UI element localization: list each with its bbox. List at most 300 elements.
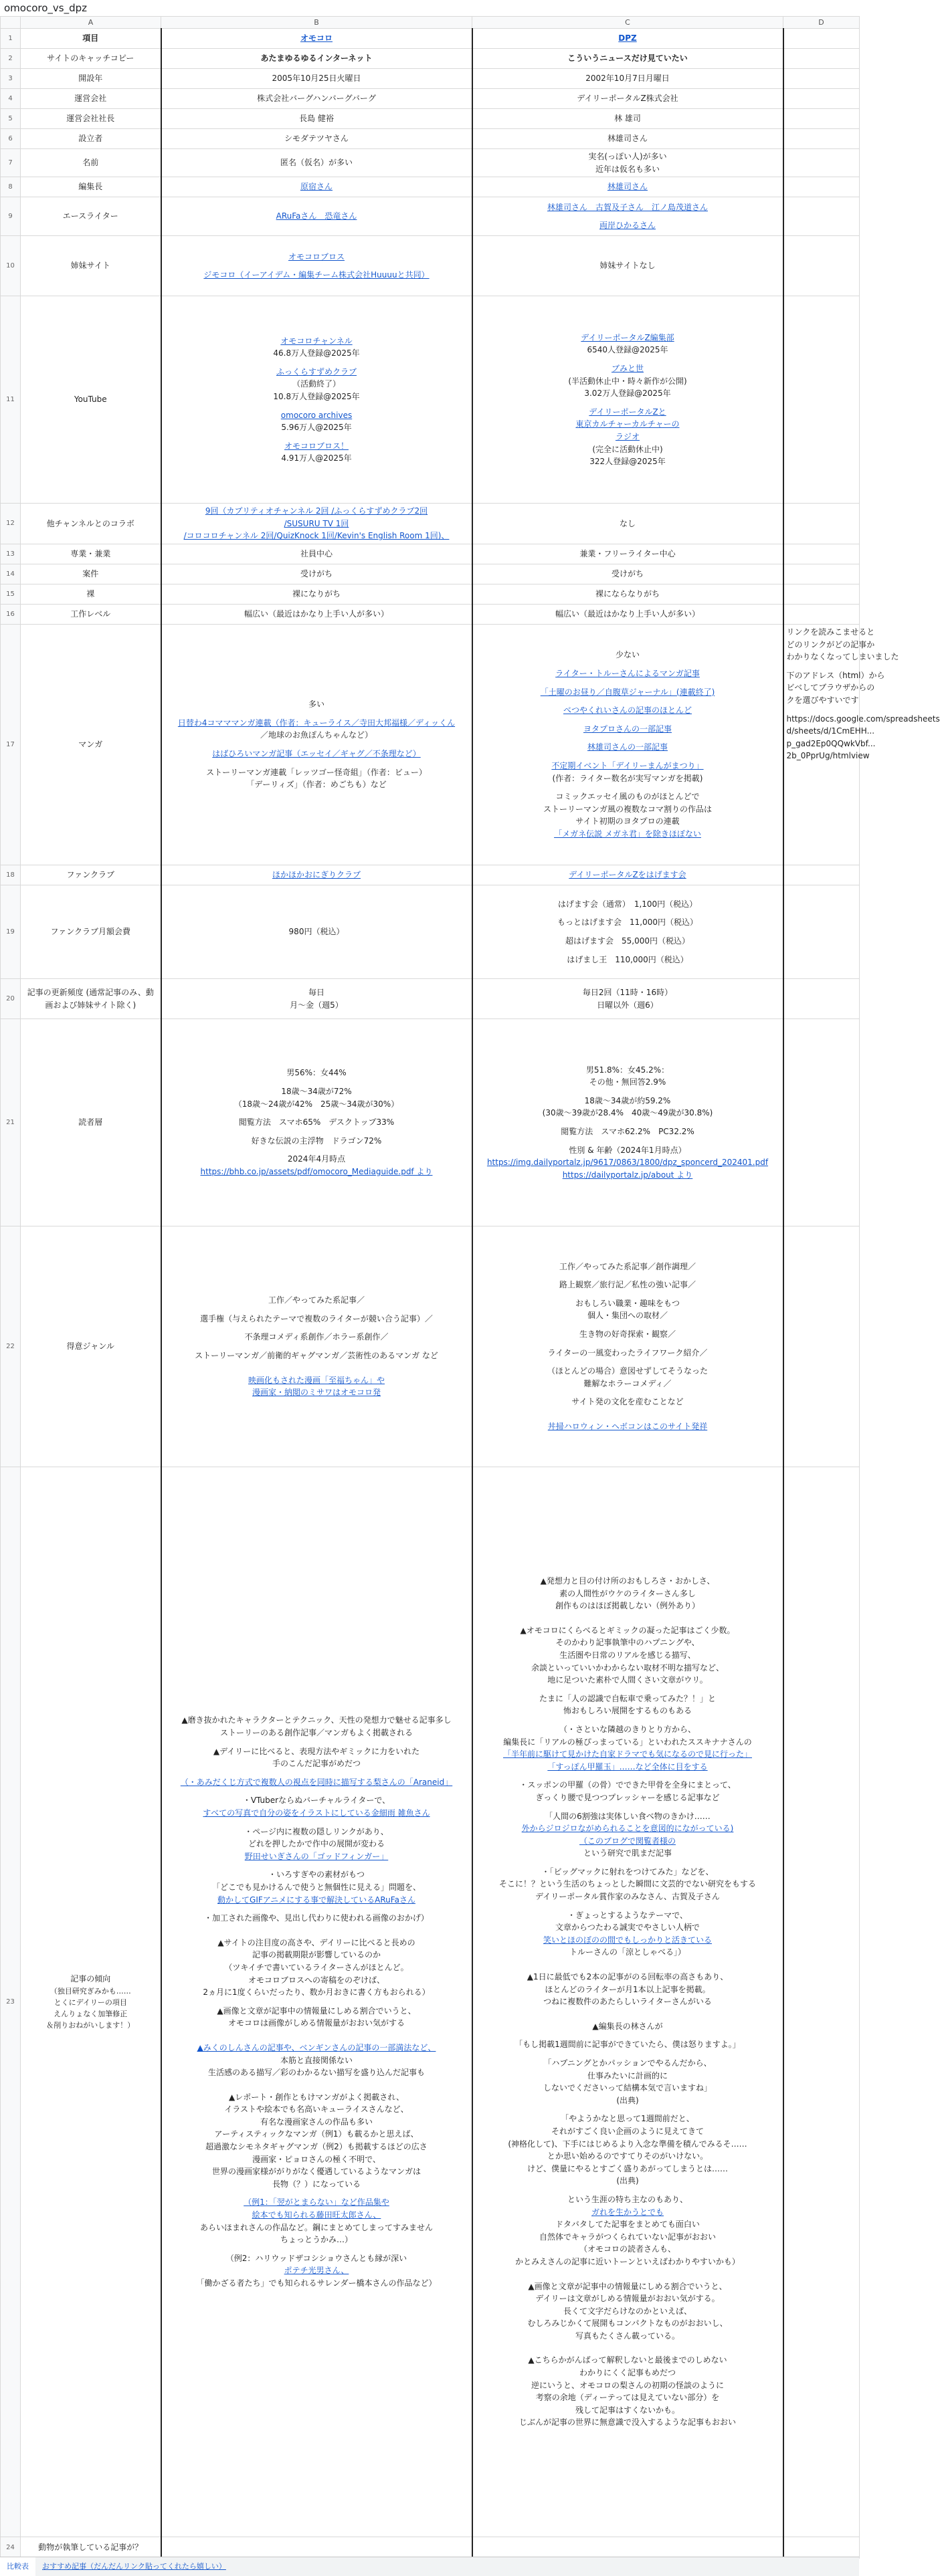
cell-line <box>165 403 469 409</box>
cell-line <box>476 661 780 667</box>
row-number[interactable]: 16 <box>1 605 21 625</box>
cell-line <box>165 1931 469 1937</box>
row-label-cell[interactable] <box>21 504 161 544</box>
row-number[interactable]: 11 <box>1 296 21 504</box>
cell-line <box>165 760 469 766</box>
overflow-note-line: 2b_0PprUg/htmlview <box>786 751 870 761</box>
table-row <box>1 236 860 296</box>
omocoro-cell[interactable] <box>161 544 472 564</box>
row-number[interactable]: 10 <box>1 236 21 296</box>
omocoro-cell[interactable] <box>161 885 472 979</box>
cell-line: 林 雄司 <box>614 114 641 124</box>
row-number[interactable]: 22 <box>1 1226 21 1467</box>
column-d-cell[interactable] <box>783 885 860 979</box>
cell-line: 超過激なシモネタギャグマンガ（例2）も掲載するほどの広さ <box>205 2142 428 2152</box>
dpz-cell[interactable] <box>472 49 783 69</box>
cell-line: （活動終了） <box>292 379 341 389</box>
cell-line: 写真もたくさん載っている。 <box>575 2331 680 2341</box>
column-d-cell[interactable] <box>783 49 860 69</box>
dpz-cell[interactable] <box>472 296 783 504</box>
row-number[interactable]: 7 <box>1 149 21 177</box>
dpz-cell[interactable] <box>472 504 783 544</box>
overflow-note-line: わかりなくなってしまいました <box>786 652 899 662</box>
cell-line: こういうニュースだけ見ていたい <box>567 53 688 64</box>
row-label-cell[interactable] <box>21 149 161 177</box>
column-d-cell[interactable] <box>783 296 860 504</box>
cell-line: (30歳〜39歳が28.4% 40歳〜49歳が30.8%) <box>542 1108 713 1118</box>
cell-link[interactable]: 不定期イベント「デイリーまんがまつり」 <box>551 761 704 771</box>
cell-link[interactable]: ガれを生かうとでも <box>591 2207 664 2217</box>
row-number[interactable]: 17 <box>1 625 21 865</box>
cell-line: 多い <box>308 700 324 710</box>
row-label: 記事の傾向 <box>70 1974 111 1984</box>
cell-line <box>476 680 780 686</box>
omocoro-cell[interactable] <box>161 2537 472 2559</box>
row-label-cell[interactable] <box>21 109 161 129</box>
cell-line: そこに！？という生活のちょっとした瞬間に文芸的でない研究をもする <box>498 1879 756 1889</box>
cell-line <box>476 400 780 406</box>
omocoro-cell[interactable] <box>161 584 472 605</box>
row-label-cell[interactable] <box>21 296 161 504</box>
cell-line: ライターの一風変わったライフワーク紹介／ <box>547 1348 708 1358</box>
column-d-cell[interactable] <box>783 89 860 109</box>
cell-line: （ツキイチで書いているライターさんがほとんど。 <box>224 1962 409 1972</box>
cell-link[interactable]: ラジオ <box>615 431 640 441</box>
row-label: 設立者 <box>78 134 103 144</box>
cell-link[interactable]: 原宿さん <box>300 182 333 192</box>
omocoro-cell[interactable] <box>161 1019 472 1226</box>
cell-line: 考察の余地（ディーテっては見えていない部分）を <box>535 2393 720 2403</box>
row-number[interactable]: 6 <box>1 129 21 149</box>
cell-line <box>476 1408 780 1414</box>
column-header-b[interactable]: B <box>161 17 472 29</box>
overflow-note-line: クを選びやすいです <box>786 695 859 705</box>
row-label-cell[interactable] <box>21 1467 161 2537</box>
cell-line <box>476 1903 780 1909</box>
overflow-note-line: ビベしてブラウザからの <box>786 683 875 693</box>
cell-link[interactable]: ブみと世 <box>611 363 644 373</box>
cell-line: 素の人間性がウケのライターさん多し <box>559 1588 696 1598</box>
cell-line: ストーリーマンガ連載「レッツゴー怪奇組」（作者：ビュー） <box>206 767 427 777</box>
cell-link[interactable]: 林雄司さん 古賀及子さん 江ノ島茂道さん <box>547 202 708 212</box>
omocoro-cell[interactable] <box>161 1467 472 2537</box>
row-label-cell[interactable] <box>21 89 161 109</box>
cell-line: ▲こちらかがんばって解釈しないと最後までのしめない <box>528 2355 727 2365</box>
cell-line: （オモコロの読者さんも、 <box>579 2244 676 2254</box>
cell-link[interactable]: すべての写真で自分の姿をイラストにしている金細雨 雑魚さん <box>203 1808 430 1818</box>
dpz-cell[interactable] <box>472 197 783 236</box>
cell-line: ほとんどのライターが月1本以上記事を掲載。 <box>545 1984 711 1994</box>
dpz-cell[interactable] <box>472 865 783 885</box>
cell-link[interactable]: omocoro archives <box>280 410 353 420</box>
cell-line <box>165 1770 469 1776</box>
cell-link[interactable]: 映画化もされた漫画「至福ちゃん」や <box>248 1375 385 1385</box>
omocoro-cell[interactable] <box>161 504 472 544</box>
row-label-cell[interactable] <box>21 1226 161 1467</box>
table-row <box>1 885 860 979</box>
cell-line: 「働かざる者たち」でも知られるサレンダー橋本さんの作品など） <box>196 2278 437 2288</box>
row-number[interactable]: 3 <box>1 69 21 89</box>
row-label: ファンクラブ <box>66 870 115 880</box>
cell-line: 980円（税込） <box>288 927 345 937</box>
cell-line: 月〜金（週5） <box>290 1000 343 1010</box>
cell-line: (半活動休止中・時々新作が公開) <box>568 376 687 386</box>
cell-line: 閲覧方法 スマホ65% デスクトップ33% <box>238 1117 395 1128</box>
cell-link[interactable]: （例1：「翌がとまらない」など作品集や <box>244 2197 389 2208</box>
table-row <box>1 2537 860 2559</box>
cell-line: ・「ビッグマックに射れをつけてみた」などを、 <box>541 1866 714 1876</box>
row-number[interactable]: 13 <box>1 544 21 564</box>
column-d-cell[interactable] <box>783 979 860 1019</box>
omocoro-cell[interactable] <box>161 29 472 49</box>
comparison-table <box>0 16 940 2559</box>
dpz-cell[interactable] <box>472 29 783 49</box>
spreadsheet[interactable] <box>0 16 940 2555</box>
column-d-cell[interactable] <box>783 625 940 865</box>
row-label: 工作レベル <box>70 609 111 619</box>
column-d-cell[interactable] <box>783 109 860 129</box>
cell-line <box>165 1129 469 1135</box>
dpz-cell[interactable] <box>472 979 783 1019</box>
row-label-cell[interactable] <box>21 564 161 584</box>
column-d-cell[interactable] <box>783 177 860 197</box>
cell-line <box>476 1138 780 1144</box>
row-label: 運営会社 <box>74 94 107 104</box>
cell-link[interactable]: 日替わ4コマママンガ連載（作者：キューライス／寺田大邦福様／ディッくん <box>177 718 456 728</box>
cell-line: コミックエッセイ風のものがほとんどで <box>555 792 700 802</box>
cell-line: ドタバタしてた記事をまとめても面白い <box>555 2220 700 2230</box>
dpz-cell[interactable] <box>472 625 783 865</box>
cell-line: おもしろい職業・趣味をもつ <box>575 1298 680 1308</box>
cell-line: けど、僕量にやるとすごく盛りあがってしまうとは…… <box>527 2163 728 2173</box>
cell-link[interactable]: https://img.dailyportalz.jp/9617/0863/1800/dpz_sponcerd_202401.pdf <box>486 1158 769 1168</box>
column-d-cell[interactable] <box>783 149 860 177</box>
dpz-cell[interactable] <box>472 1019 783 1226</box>
cell-link[interactable]: 漫画家・納閲のミサワはオモコロ発 <box>252 1388 381 1398</box>
cell-line: 男56%：女44% <box>286 1068 347 1078</box>
cell-line: という研究で肌まだ記事 <box>583 1848 672 1858</box>
column-d-cell[interactable] <box>783 544 860 564</box>
omocoro-cell[interactable] <box>161 109 472 129</box>
cell-line <box>165 1862 469 1868</box>
cell-link[interactable] <box>476 1860 780 1866</box>
column-header-c[interactable]: C <box>472 17 783 29</box>
omocoro-cell[interactable] <box>161 979 472 1019</box>
cell-link[interactable]: 外からジロジロながめられることを意図的にながっている) <box>521 1824 734 1834</box>
column-d-cell[interactable] <box>783 584 860 605</box>
row-label: 項目 <box>82 33 99 43</box>
cell-line <box>476 1414 780 1420</box>
cell-line <box>476 929 780 935</box>
cell-line: 株式会社バーグハンバーグバーグ <box>257 94 376 104</box>
row-label-cell[interactable] <box>21 236 161 296</box>
cell-line: ▲編集長の林さんが <box>592 2021 663 2031</box>
row-number[interactable]: 9 <box>1 197 21 236</box>
table-row <box>1 625 860 865</box>
cell-line: 男51.8%：女45.2%： <box>585 1065 670 1075</box>
row-label-cell[interactable] <box>21 605 161 625</box>
cell-line <box>476 735 780 741</box>
cell-line: たまに「人の認識で自転車で乗ってみた？！」と <box>539 1693 716 1703</box>
omocoro-cell[interactable] <box>161 89 472 109</box>
cell-line <box>476 1089 780 1095</box>
cell-link[interactable]: 「土曜のお昼り／自腹草ジャーナル」(連載終了) <box>540 687 715 697</box>
cell-link[interactable]: 丼掃ハロウィン・ヘボコンはこのサイト発祥 <box>547 1421 708 1431</box>
omocoro-cell[interactable] <box>161 149 472 177</box>
cell-line: （18歳〜24歳が42% 25歳〜34歳が30%） <box>233 1099 399 1109</box>
cell-line: 超はげます会 55,000円（税込） <box>565 936 690 946</box>
cell-link[interactable]: https://dailyportalz.jp/about より <box>562 1170 693 1180</box>
cell-line <box>165 1147 469 1153</box>
dpz-cell[interactable] <box>472 885 783 979</box>
row-label-cell[interactable] <box>21 197 161 236</box>
row-number[interactable]: 19 <box>1 885 21 979</box>
cell-link[interactable]: ポテチ光男さん、 <box>284 2266 349 2276</box>
dpz-cell[interactable] <box>472 2537 783 2559</box>
cell-line: ・VTuberならぬバーチャルライターで、 <box>242 1796 391 1806</box>
row-label-cell[interactable] <box>21 49 161 69</box>
tab-compare[interactable]: 比較表 <box>0 2557 35 2576</box>
omocoro-cell[interactable] <box>161 129 472 149</box>
cell-link[interactable]: ライター・トルーさんによるマンガ記事 <box>555 669 700 679</box>
overflow-note-line: https://docs.google.com/spreadsheets <box>786 714 940 724</box>
row-label: 運営会社社長 <box>66 114 115 124</box>
row-label-cell[interactable] <box>21 29 161 49</box>
omocoro-cell[interactable] <box>161 69 472 89</box>
cell-link[interactable]: 「すっぽん甲羅玉」……など全体に目をする <box>547 1761 708 1772</box>
row-label-cell[interactable] <box>21 177 161 197</box>
row-label-cell[interactable] <box>21 625 161 865</box>
cell-line: 世界の漫画家様ががりがなく優遇しているようなマンガは <box>211 2167 421 2177</box>
dpz-cell[interactable] <box>472 89 783 109</box>
cell-line: 裸になりがち <box>292 589 341 599</box>
dpz-cell[interactable] <box>472 177 783 197</box>
cell-line: どれを押したかで作中の展開が変わる <box>248 1839 385 1849</box>
cell-line: (神格化して)、下手にはじめるより入念な準備を積んでみるそ…… <box>508 2139 747 2149</box>
row-number[interactable]: 8 <box>1 177 21 197</box>
tab-recommend[interactable]: おすすめ記事（だんだんリンク貼ってくれたら嬉しい） <box>42 2562 226 2571</box>
row-number[interactable]: 24 <box>1 2537 21 2559</box>
omocoro-cell[interactable] <box>161 197 472 236</box>
cell-link[interactable]: 両岸ひかるさん <box>599 221 656 231</box>
select-all-corner[interactable] <box>1 17 21 29</box>
cell-line <box>476 1291 780 1297</box>
cell-line: 兼業・フリーライター中心 <box>579 549 676 559</box>
cell-link[interactable]: 林雄司さんの一部記事 <box>587 742 668 752</box>
cell-line: デイリーポータル賞作家のみなさん、古賀及子さん <box>535 1892 720 1902</box>
cell-line: それがすごく良い企画のように見えてきて <box>551 2126 704 2136</box>
cell-link[interactable]: はばひろいマンガ記事（エッセイ／ギャグ／不条理など） <box>212 749 421 759</box>
cell-line: ・スッポンの甲羅（の骨）でできた甲骨を全身にまとって、 <box>519 1780 736 1790</box>
row-number[interactable]: 12 <box>1 504 21 544</box>
row-label: サイトのキャッチコピー <box>47 53 134 64</box>
dpz-cell[interactable] <box>472 236 783 296</box>
row-number[interactable]: 1 <box>1 29 21 49</box>
cell-link[interactable]: https://bhb.co.jp/assets/pdf/omocoro_Mediaguide.pdf より <box>200 1167 433 1176</box>
cell-link[interactable]: ▲みくのしんさんの記事や、ベンギンさんの記事の一部満法など、 <box>197 2042 436 2052</box>
cell-link[interactable]: オモコロブロス <box>288 251 345 261</box>
cell-line <box>476 2274 780 2280</box>
cell-line <box>165 1999 469 2005</box>
row-sublabel: とくにデイリーの項目 <box>54 1998 127 2007</box>
column-d-cell[interactable] <box>783 236 860 296</box>
row-number[interactable]: 23 <box>1 1467 21 2537</box>
cell-line: オモコロ <box>300 33 333 43</box>
table-row <box>1 89 860 109</box>
column-d-cell[interactable] <box>783 1019 860 1226</box>
column-d-cell[interactable] <box>783 197 860 236</box>
cell-line: （ほとんどの場合）意図せずしてそうなった <box>547 1366 708 1376</box>
column-d-cell[interactable] <box>783 1226 860 1467</box>
dpz-cell[interactable] <box>472 1467 783 2537</box>
cell-line: ▲画像と文章が記事中の情報量にしめる割合でいうと、 <box>528 2281 727 2291</box>
row-label-cell[interactable] <box>21 885 161 979</box>
cell-line: シモダテツヤさん <box>284 134 349 144</box>
cell-line: 46.8万人登録@2025年 <box>273 348 360 358</box>
cell-line: ストーリーマンガ風の複数なコマ割りの作品は <box>543 804 712 814</box>
omocoro-cell[interactable] <box>161 1226 472 1467</box>
column-header-a[interactable]: A <box>21 17 161 29</box>
cell-line <box>165 1820 469 1826</box>
cell-line: DPZ <box>618 33 637 43</box>
dpz-cell[interactable] <box>472 109 783 129</box>
dpz-cell[interactable] <box>472 1226 783 1467</box>
cell-line: 受けがち <box>611 569 644 579</box>
cell-line: ▲レポート・創作ともけマンガがよく掲載され、 <box>229 2092 404 2102</box>
cell-line: 本筋と直接関係ない <box>280 2055 353 2065</box>
overflow-note-line: d/sheets/d/1CmEHH... <box>786 726 875 736</box>
cell-link[interactable]: デイリーポータルZと <box>589 407 666 417</box>
row-number[interactable]: 21 <box>1 1019 21 1226</box>
row-number[interactable]: 4 <box>1 89 21 109</box>
cell-link[interactable]: /SUSURU TV 1回 <box>284 518 349 528</box>
dpz-cell[interactable] <box>472 605 783 625</box>
cell-line: ▲画像と文章が記事中の情報量にしめる割合でいうと、 <box>217 2006 416 2016</box>
cell-link[interactable]: べつやくれいさんの記事のほとんど <box>563 706 692 716</box>
row-label-cell[interactable] <box>21 584 161 605</box>
overflow-note-line: リンクを読みこませると <box>786 627 875 637</box>
cell-link[interactable]: ふっくらすずめクラブ <box>276 366 357 377</box>
omocoro-cell[interactable] <box>161 625 472 865</box>
cell-line: 「やようかなと思って1週間前だと、 <box>561 2114 694 2124</box>
cell-line <box>165 2545 469 2551</box>
cell-link[interactable]: 東京カルチャーカルチャーの <box>575 419 680 429</box>
column-d-cell[interactable] <box>783 129 860 149</box>
row-number[interactable]: 5 <box>1 109 21 129</box>
cell-link[interactable]: （・あみだくじ方式で複数人の視点を同時に描写する梨さんの「Araneid」 <box>180 1777 453 1787</box>
cell-link[interactable]: 「半年前に駆けて見かけた自家ドラマでも気になるので見に行った」 <box>502 1749 752 1759</box>
cell-line: 18歳〜34歳が72% <box>281 1087 352 1097</box>
dpz-cell[interactable] <box>472 69 783 89</box>
row-label-cell[interactable] <box>21 865 161 885</box>
row-number[interactable]: 15 <box>1 584 21 605</box>
cell-link[interactable]: 9回（カプリティオチャンネル 2回 /ふっくらすずめクラブ2回 <box>205 506 428 516</box>
omocoro-cell[interactable] <box>161 49 472 69</box>
cell-line <box>165 711 469 717</box>
row-label-cell[interactable] <box>21 1019 161 1226</box>
row-number[interactable]: 2 <box>1 49 21 69</box>
cell-link[interactable]: 絵本でも知られる藤田旺太郎さん、 <box>252 2210 381 2220</box>
cell-link[interactable]: デイリーポータルZ編集部 <box>581 332 674 342</box>
omocoro-cell[interactable] <box>161 296 472 504</box>
omocoro-cell[interactable] <box>161 865 472 885</box>
column-header-d[interactable]: D <box>783 17 860 29</box>
cell-line: 工作／やってみた系記事／創作調理／ <box>559 1261 696 1271</box>
overflow-note-line: どのリンクがどの記事か <box>786 639 875 649</box>
row-number[interactable]: 14 <box>1 564 21 584</box>
column-d-cell[interactable] <box>783 865 860 885</box>
cell-line <box>476 1273 780 1279</box>
cell-line: あたまゆるゆるインターネット <box>260 53 373 64</box>
column-d-cell[interactable] <box>783 2537 860 2559</box>
dpz-cell[interactable] <box>472 149 783 177</box>
cell-line <box>476 2008 780 2014</box>
cell-link[interactable]: /コロコロチャンネル 2回/QuizKnock 1回/Kevin's English Room 1回)、 <box>183 531 450 541</box>
column-d-cell[interactable] <box>783 69 860 89</box>
column-d-cell[interactable] <box>783 605 860 625</box>
sheet-title: omocoro_vs_dpz <box>0 0 859 17</box>
cell-link[interactable]: 動かしてGIFアニメにする事で解決しているARuFaさん <box>217 1895 415 1905</box>
dpz-cell[interactable] <box>472 544 783 564</box>
cell-link[interactable]: 「メガネ伝説 メガネ君」を除きほぼない <box>554 829 701 839</box>
row-label-cell[interactable] <box>21 979 161 1019</box>
cell-line: 長物（？）になっている <box>272 2179 361 2189</box>
row-label-cell[interactable] <box>21 129 161 149</box>
cell-line: 10.8万人登録@2025年 <box>273 391 360 401</box>
cell-link[interactable]: ジモコロ（イーアイデム・編集チーム株式会社Huuuuと共同） <box>203 270 430 280</box>
cell-line: 2005年10月25日火曜日 <box>272 74 361 84</box>
omocoro-cell[interactable] <box>161 177 472 197</box>
row-number[interactable]: 18 <box>1 865 21 885</box>
cell-link[interactable]: 野田せいぎさんの「ゴッドフィンガー」 <box>244 1851 389 1861</box>
table-row <box>1 177 860 197</box>
row-number[interactable]: 20 <box>1 979 21 1019</box>
cell-link[interactable]: 笑いとほのぼのの間でもしっかりと活きている <box>543 1935 712 1945</box>
cell-line: その他・無回答2.9% <box>589 1077 666 1087</box>
cell-link[interactable]: 林雄司さん <box>607 182 648 192</box>
omocoro-cell[interactable] <box>161 236 472 296</box>
table-row <box>1 69 860 89</box>
cell-link[interactable]: （このブログで関覧者様の <box>579 1836 676 1846</box>
row-label-cell[interactable] <box>21 544 161 564</box>
cell-line: ・加工された画像や、見出し代わりに使われる画像のおかげ） <box>204 1913 429 1923</box>
omocoro-cell[interactable] <box>161 605 472 625</box>
column-d-cell[interactable] <box>783 564 860 584</box>
column-d-cell[interactable] <box>783 1467 860 2537</box>
cell-line: 選手権（与えられたテーマで複数のライターが競い合う記事）／ <box>200 1313 433 1323</box>
column-d-cell[interactable] <box>783 29 860 49</box>
cell-line: ・いろすぎやの素材がもつ <box>268 1870 365 1880</box>
cell-link[interactable]: オモコロブロス！ <box>284 441 349 451</box>
row-sublabel: えんりょなく加筆修正 <box>54 2009 128 2018</box>
table-row <box>1 296 860 504</box>
cell-link[interactable]: ほかほかおにぎりクラブ <box>272 870 361 880</box>
dpz-cell[interactable] <box>472 564 783 584</box>
dpz-cell[interactable] <box>472 584 783 605</box>
cell-line: 2002年10月7日月曜日 <box>585 74 670 84</box>
dpz-cell[interactable] <box>472 129 783 149</box>
cell-link[interactable]: デイリーポータルZをはげます会 <box>569 870 686 880</box>
row-label-cell[interactable] <box>21 69 161 89</box>
cell-link[interactable]: ヨタプロさんの一部記事 <box>583 724 672 734</box>
cell-link[interactable]: ARuFaさん 恐竜さん <box>276 211 357 221</box>
omocoro-cell[interactable] <box>161 564 472 584</box>
column-d-cell[interactable] <box>783 504 860 544</box>
cell-line <box>165 1110 469 1116</box>
cell-line <box>165 2190 469 2196</box>
cell-link[interactable]: オモコロチャンネル <box>280 336 353 346</box>
row-label-cell[interactable] <box>21 2537 161 2559</box>
